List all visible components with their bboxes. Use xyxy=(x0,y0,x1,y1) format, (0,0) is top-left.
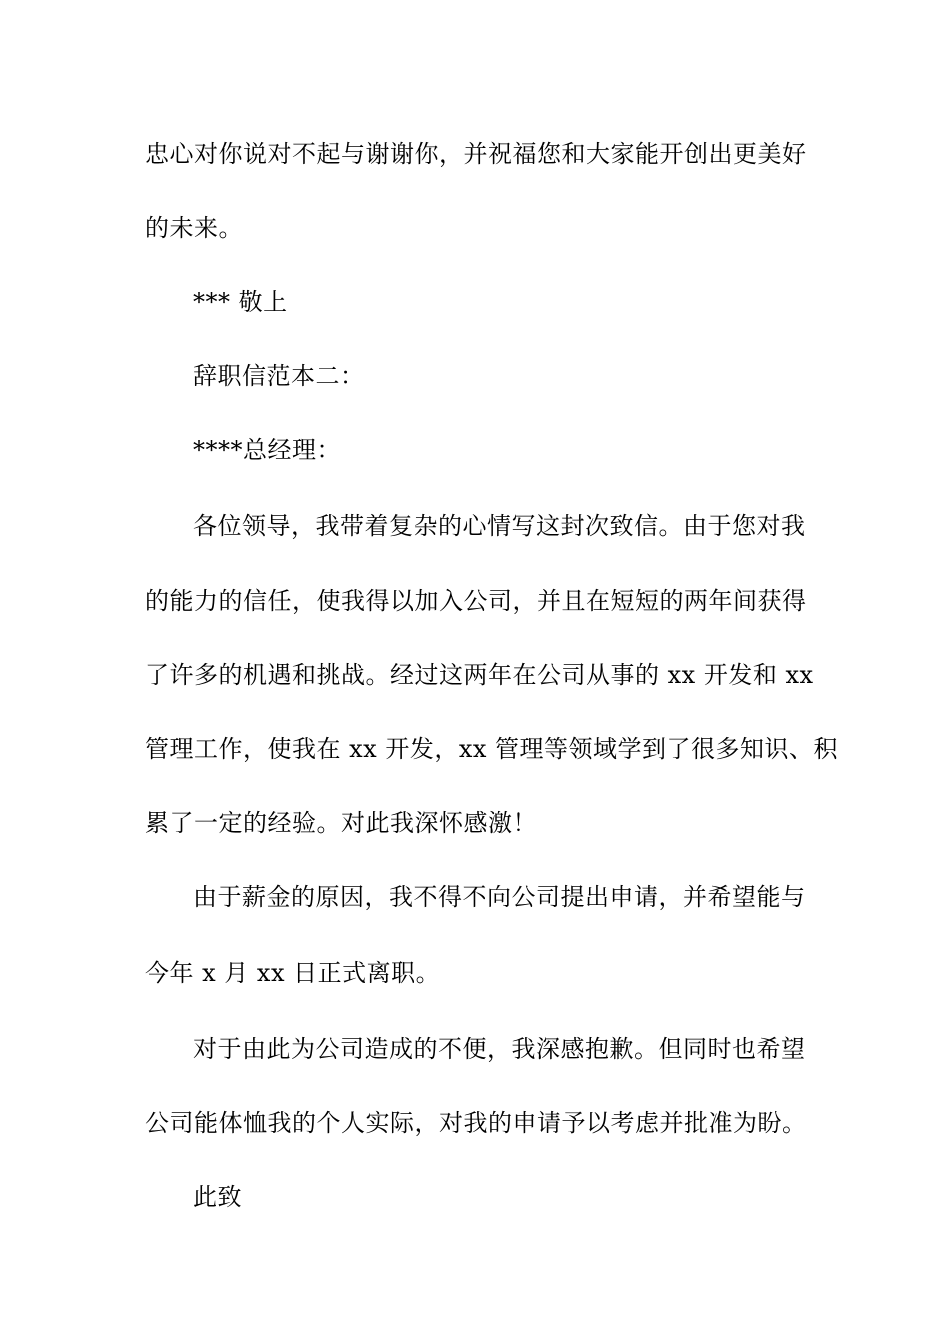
paragraph-line-6: 管理工作，使我在 xx 开发，xx 管理等领域学到了很多知识、积 xyxy=(145,735,839,763)
paragraph-line-7: 累了一定的经验。对此我深怀感激！ xyxy=(145,809,537,837)
closing-line: 此致 xyxy=(193,1183,242,1211)
paragraph-line-1: 忠心对你说对不起与谢谢你，并祝福您和大家能开创出更美好 xyxy=(145,140,807,168)
paragraph-line-8: 由于薪金的原因，我不得不向公司提出申请，并希望能与 xyxy=(193,883,806,911)
salutation: ****总经理： xyxy=(193,436,341,464)
section-heading: 辞职信范本二： xyxy=(193,362,365,390)
paragraph-line-11: 公司能体恤我的个人实际，对我的申请予以考虑并批准为盼。 xyxy=(145,1109,807,1137)
paragraph-line-9: 今年 x 月 xx 日正式离职。 xyxy=(145,959,441,987)
paragraph-line-10: 对于由此为公司造成的不便，我深感抱歉。但同时也希望 xyxy=(193,1035,806,1063)
paragraph-line-5: 了许多的机遇和挑战。经过这两年在公司从事的 xx 开发和 xx xyxy=(145,661,814,689)
signature-line: *** 敬上 xyxy=(193,288,288,316)
paragraph-line-3: 各位领导，我带着复杂的心情写这封次致信。由于您对我 xyxy=(193,512,806,540)
paragraph-line-4: 的能力的信任，使我得以加入公司，并且在短短的两年间获得 xyxy=(145,587,807,615)
paragraph-line-2: 的未来。 xyxy=(145,214,243,242)
